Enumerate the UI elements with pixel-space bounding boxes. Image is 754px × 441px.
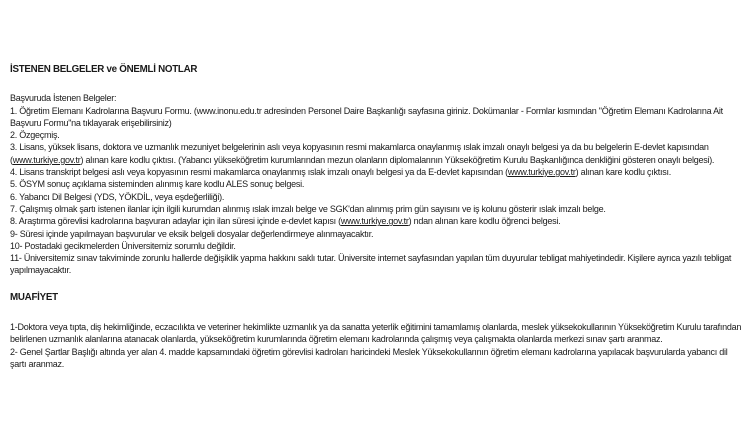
turkiye-gov-link[interactable]: www.turkiye.gov.tr — [507, 167, 576, 179]
document-body — [10, 64, 744, 371]
list-item: 4. Lisans transkript belgesi aslı veya kopyasının resmi makamlarca onaylanmış ıslak imzalı onaylı belgesi ya da E-devlet kapısından (www.turkiye.gov.tr) alınan kare kodlu çıktısı. — [10, 167, 671, 179]
list-item: 8. Araştırma görevlisi kadrolarına başvuran adaylar için ilan süresi içinde e-devlet kapısı (www.turkiye.gov.tr) ndan alınan kare kodlu öğrenci belgesi. — [10, 216, 561, 228]
list-item: 10- Postadaki gecikmelerden Üniversitemiz sorumlu değildir. — [10, 240, 236, 252]
list-item: 6. Yabancı Dil Belgesi (YDS, YÖKDİL, veya eşdeğerliliği). — [10, 191, 225, 203]
list-item: 7. Çalışmış olmak şartı istenen ilanlar için ilgili kurumdan alınmış ıslak imzalı belge ve SGK'dan alınmış prim gün sayısını ve iş kolunu gösterir ıslak imzalı belge. — [10, 203, 606, 215]
list-item: 1. Öğretim Elemanı Kadrolarına Başvuru Formu. (www.inonu.edu.tr adresinden Personel Daire Başkanlığı sayfasına giriniz. Dokümanlar - Formlar kısmından "Öğretim Elemanı Kadrolarına Ait Başvuru Formu"na tıklayarak erişebilirsiniz) — [10, 105, 723, 129]
exemption-list — [10, 322, 744, 371]
documents-intro: Başvuruda İstenen Belgeler: — [10, 93, 117, 105]
list-item: 2. Özgeçmiş. — [10, 130, 60, 142]
turkiye-gov-link[interactable]: www.turkiye.gov.tr — [12, 154, 81, 166]
list-item: 9- Süresi içinde yapılmayan başvurular ve eksik belgeli dosyalar değerlendirmeye alınmayacaktır. — [10, 228, 374, 240]
turkiye-gov-link[interactable]: www.turkiye.gov.tr — [340, 216, 409, 228]
list-item: 1-Doktora veya tıpta, diş hekimliğinde, eczacılıkta ve veteriner hekimlikte uzmanlık ya da sanatta yeterlik eğitimini tamamlamış olanlarda, meslek yüksekokullarının Yükseköğretim Kurulu tarafından belirlenen uzmanlık alanlarına atanacak olanlarda, yükseköğretim kurumlarında öğretim elemanı kadrolarında çalışmış veya çalışmakta olanlarda merkezi sınav şartı aranmaz. — [10, 322, 742, 346]
list-item: 11- Üniversitemiz sınav takviminde zorunlu hallerde değişiklik yapma hakkını saklı tutar. Üniversite internet sayfasından yapılan tüm duyurular tebligat mahiyetindedir. Kişilere ayrıca yazılı tebligat yapılmayacaktır. — [10, 253, 732, 277]
section-title-required-documents: İSTENEN BELGELER ve ÖNEMLİ NOTLAR — [10, 64, 198, 75]
list-item: 3. Lisans, yüksek lisans, doktora ve uzmanlık mezuniyet belgelerinin aslı veya kopyasının resmi makamlarca onaylanmış ıslak imzalı onaylı belgesi ya da bu belgelerin E-devlet kapısından (www.turkiye.gov.tr) alınan kare kodlu çıktısı. (Yabancı yükseköğretim kurumlarından mezun olanların diplomalarının Yükseköğretim Kurulu Başkanlığınca denkliğini gösteren onaylı belgesi). — [10, 142, 715, 166]
list-item: 5. ÖSYM sonuç açıklama sisteminden alınmış kare kodlu ALES sonuç belgesi. — [10, 179, 305, 191]
section-title-exemption: MUAFİYET — [10, 291, 58, 303]
required-documents-list — [10, 106, 744, 278]
list-item: 2- Genel Şartlar Başlığı altında yer alan 4. madde kapsamındaki öğretim görevlisi kadroları haricindeki Meslek Yüksekokullarının öğretim elemanı kadrolarına yapılacak başvurularda yabancı dil şartı aranmaz. — [10, 346, 728, 370]
